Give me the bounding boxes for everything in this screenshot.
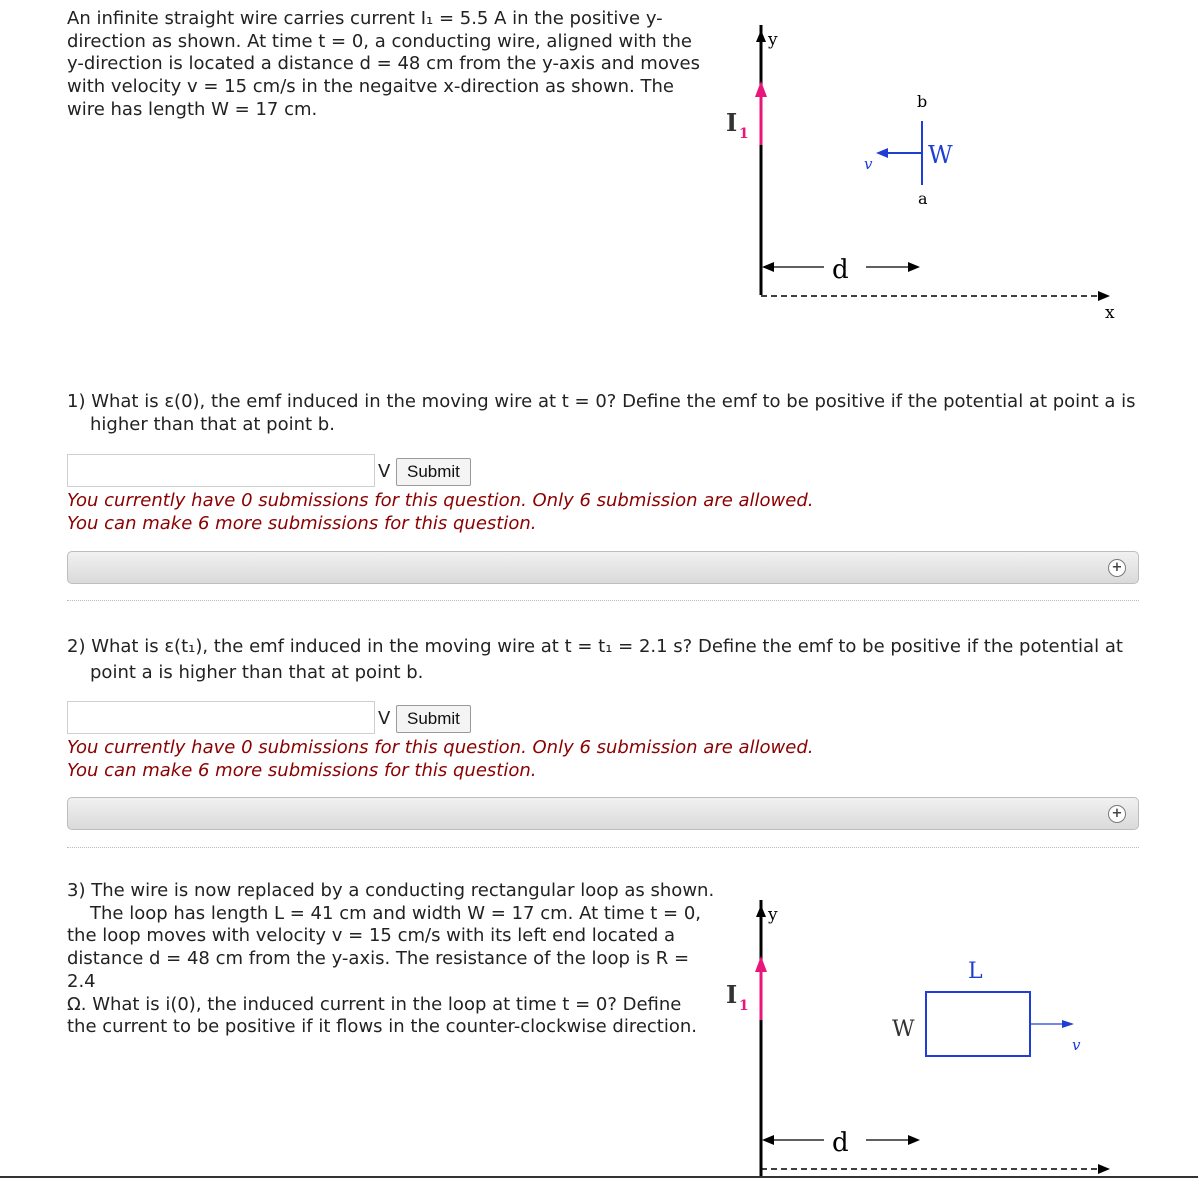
loop-width-label: W [892,1017,915,1042]
question-line: 1) What is ε(0), the emf induced in the moving wire at t = 0? Define the emf to be positive if the potential at point a is [67,391,1136,412]
y-axis-arrowhead [756,30,766,42]
question-1-text [67,391,1157,436]
current-subscript: 1 [739,998,749,1014]
velocity-arrowhead [1062,1020,1074,1028]
current-arrowhead [755,81,767,97]
q2-hint-bar[interactable] [67,797,1139,830]
question-line: higher than that at point b. [90,413,335,435]
distance-label: d [832,1128,849,1158]
q1-answer-input[interactable] [67,454,375,487]
current-label: I [726,108,738,137]
divider [67,600,1139,601]
q1-submit-button[interactable]: Submit [396,458,471,486]
intro-line: direction as shown. At time t = 0, a conducting wire, aligned with the [67,30,692,52]
wire-length-label: W [928,141,953,169]
intro-text [67,8,707,122]
question-line: the loop moves with velocity v = 15 cm/s with its left end located a [67,925,676,947]
x-axis-arrowhead [1098,291,1110,301]
question-2-text [67,634,1157,686]
intro-line: y-direction is located a distance d = 48 cm from the y-axis and moves [67,53,700,75]
q2-submission-count: You currently have 0 submissions for this question. Only 6 submission are allowed. [67,737,814,758]
q1-submission-count: You currently have 0 submissions for this question. Only 6 submission are allowed. [67,490,814,511]
q1-submissions-remaining: You can make 6 more submissions for this question. [67,513,537,534]
distance-arrowhead-right [908,1135,920,1145]
question-line: 3) The wire is now replaced by a conducting rectangular loop as shown. [67,880,715,901]
distance-arrowhead-right [908,262,920,272]
velocity-label: v [864,155,873,173]
intro-line: An infinite straight wire carries current I₁ = 5.5 A in the positive y- [67,8,663,29]
y-axis-label: y [768,905,778,925]
loop-diagram [700,890,1140,1178]
distance-label: d [832,255,849,285]
q2-submissions-remaining: You can make 6 more submissions for this question. [67,760,537,781]
question-line: the current to be positive if it flows in the counter-clockwise direction. [67,1016,697,1038]
point-a-label: a [918,189,928,208]
wire-diagram [700,15,1140,325]
x-axis-label: x [1105,303,1115,323]
question-line: distance d = 48 cm from the y-axis. The resistance of the loop is R = 2.4 [67,948,690,992]
velocity-label: v [1072,1036,1081,1054]
velocity-arrowhead [876,148,888,158]
divider [67,847,1139,848]
intro-line: wire has length W = 17 cm. [67,98,318,120]
question-3-text [67,880,717,1039]
question-line: The loop has length L = 41 cm and width W = 17 cm. At time t = 0, [90,902,702,924]
point-b-label: b [917,92,928,111]
y-axis-label: y [768,30,778,50]
intro-line: with velocity v = 15 cm/s in the negaitve x-direction as shown. The [67,76,674,98]
current-label: I [726,980,738,1009]
q1-unit: V [378,461,391,482]
x-axis-arrowhead [1098,1164,1110,1174]
current-subscript: 1 [739,126,749,142]
y-axis-arrowhead [756,905,766,917]
q2-answer-input[interactable] [67,701,375,734]
conducting-loop [926,992,1030,1056]
q2-submit-button[interactable]: Submit [396,705,471,733]
question-line: point a is higher than that at point b. [90,662,424,683]
expand-plus-icon[interactable]: + [1108,559,1126,577]
q1-hint-bar[interactable] [67,551,1139,584]
current-arrowhead [755,956,767,972]
question-line: Ω. What is i(0), the induced current in the loop at time t = 0? Define [67,993,682,1015]
q2-unit: V [378,708,391,729]
question-line: 2) What is ε(t₁), the emf induced in the moving wire at t = t₁ = 2.1 s? Define the emf to be positive if the potential at [67,636,1123,657]
expand-plus-icon[interactable]: + [1108,805,1126,823]
loop-length-label: L [968,959,983,984]
